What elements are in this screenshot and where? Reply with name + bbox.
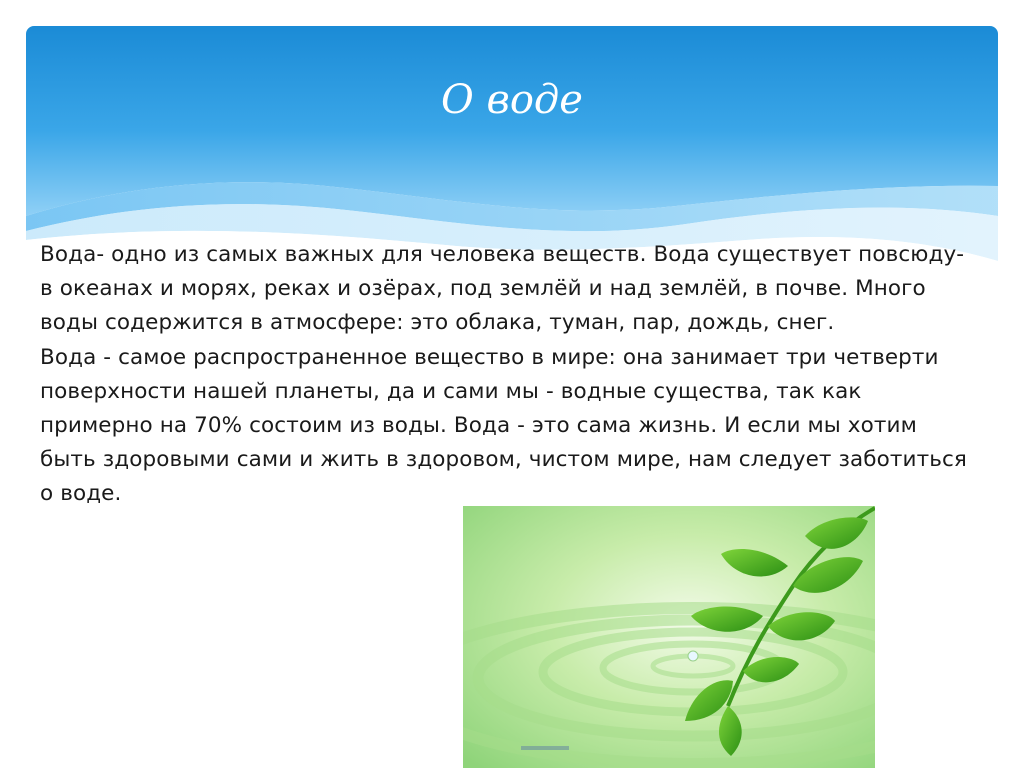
leaf-water-photo <box>463 506 875 768</box>
paragraph-1: Вода- одно из самых важных для человека веществ. Вода существует повсюду- в океанах и морях, реках и озёрах, под землёй и над землёй, в почве. Много воды содержится в атмосфере: это облака, туман, пар, дождь, снег. <box>40 242 965 336</box>
watermark-mark <box>521 746 569 750</box>
slide-title: О воде <box>441 77 583 123</box>
paragraph-2: Вода - самое распространенное вещество в мире: она занимает три четверти поверхности нашей планеты, да и сами мы - водные существа, так как примерно на 70% состоим из воды. Вода - это сама жизнь. И если мы хотим быть здоровыми сами и жить в здоровом, чистом мире, нам следует заботиться о воде. <box>40 344 967 507</box>
slide-body <box>40 238 970 512</box>
